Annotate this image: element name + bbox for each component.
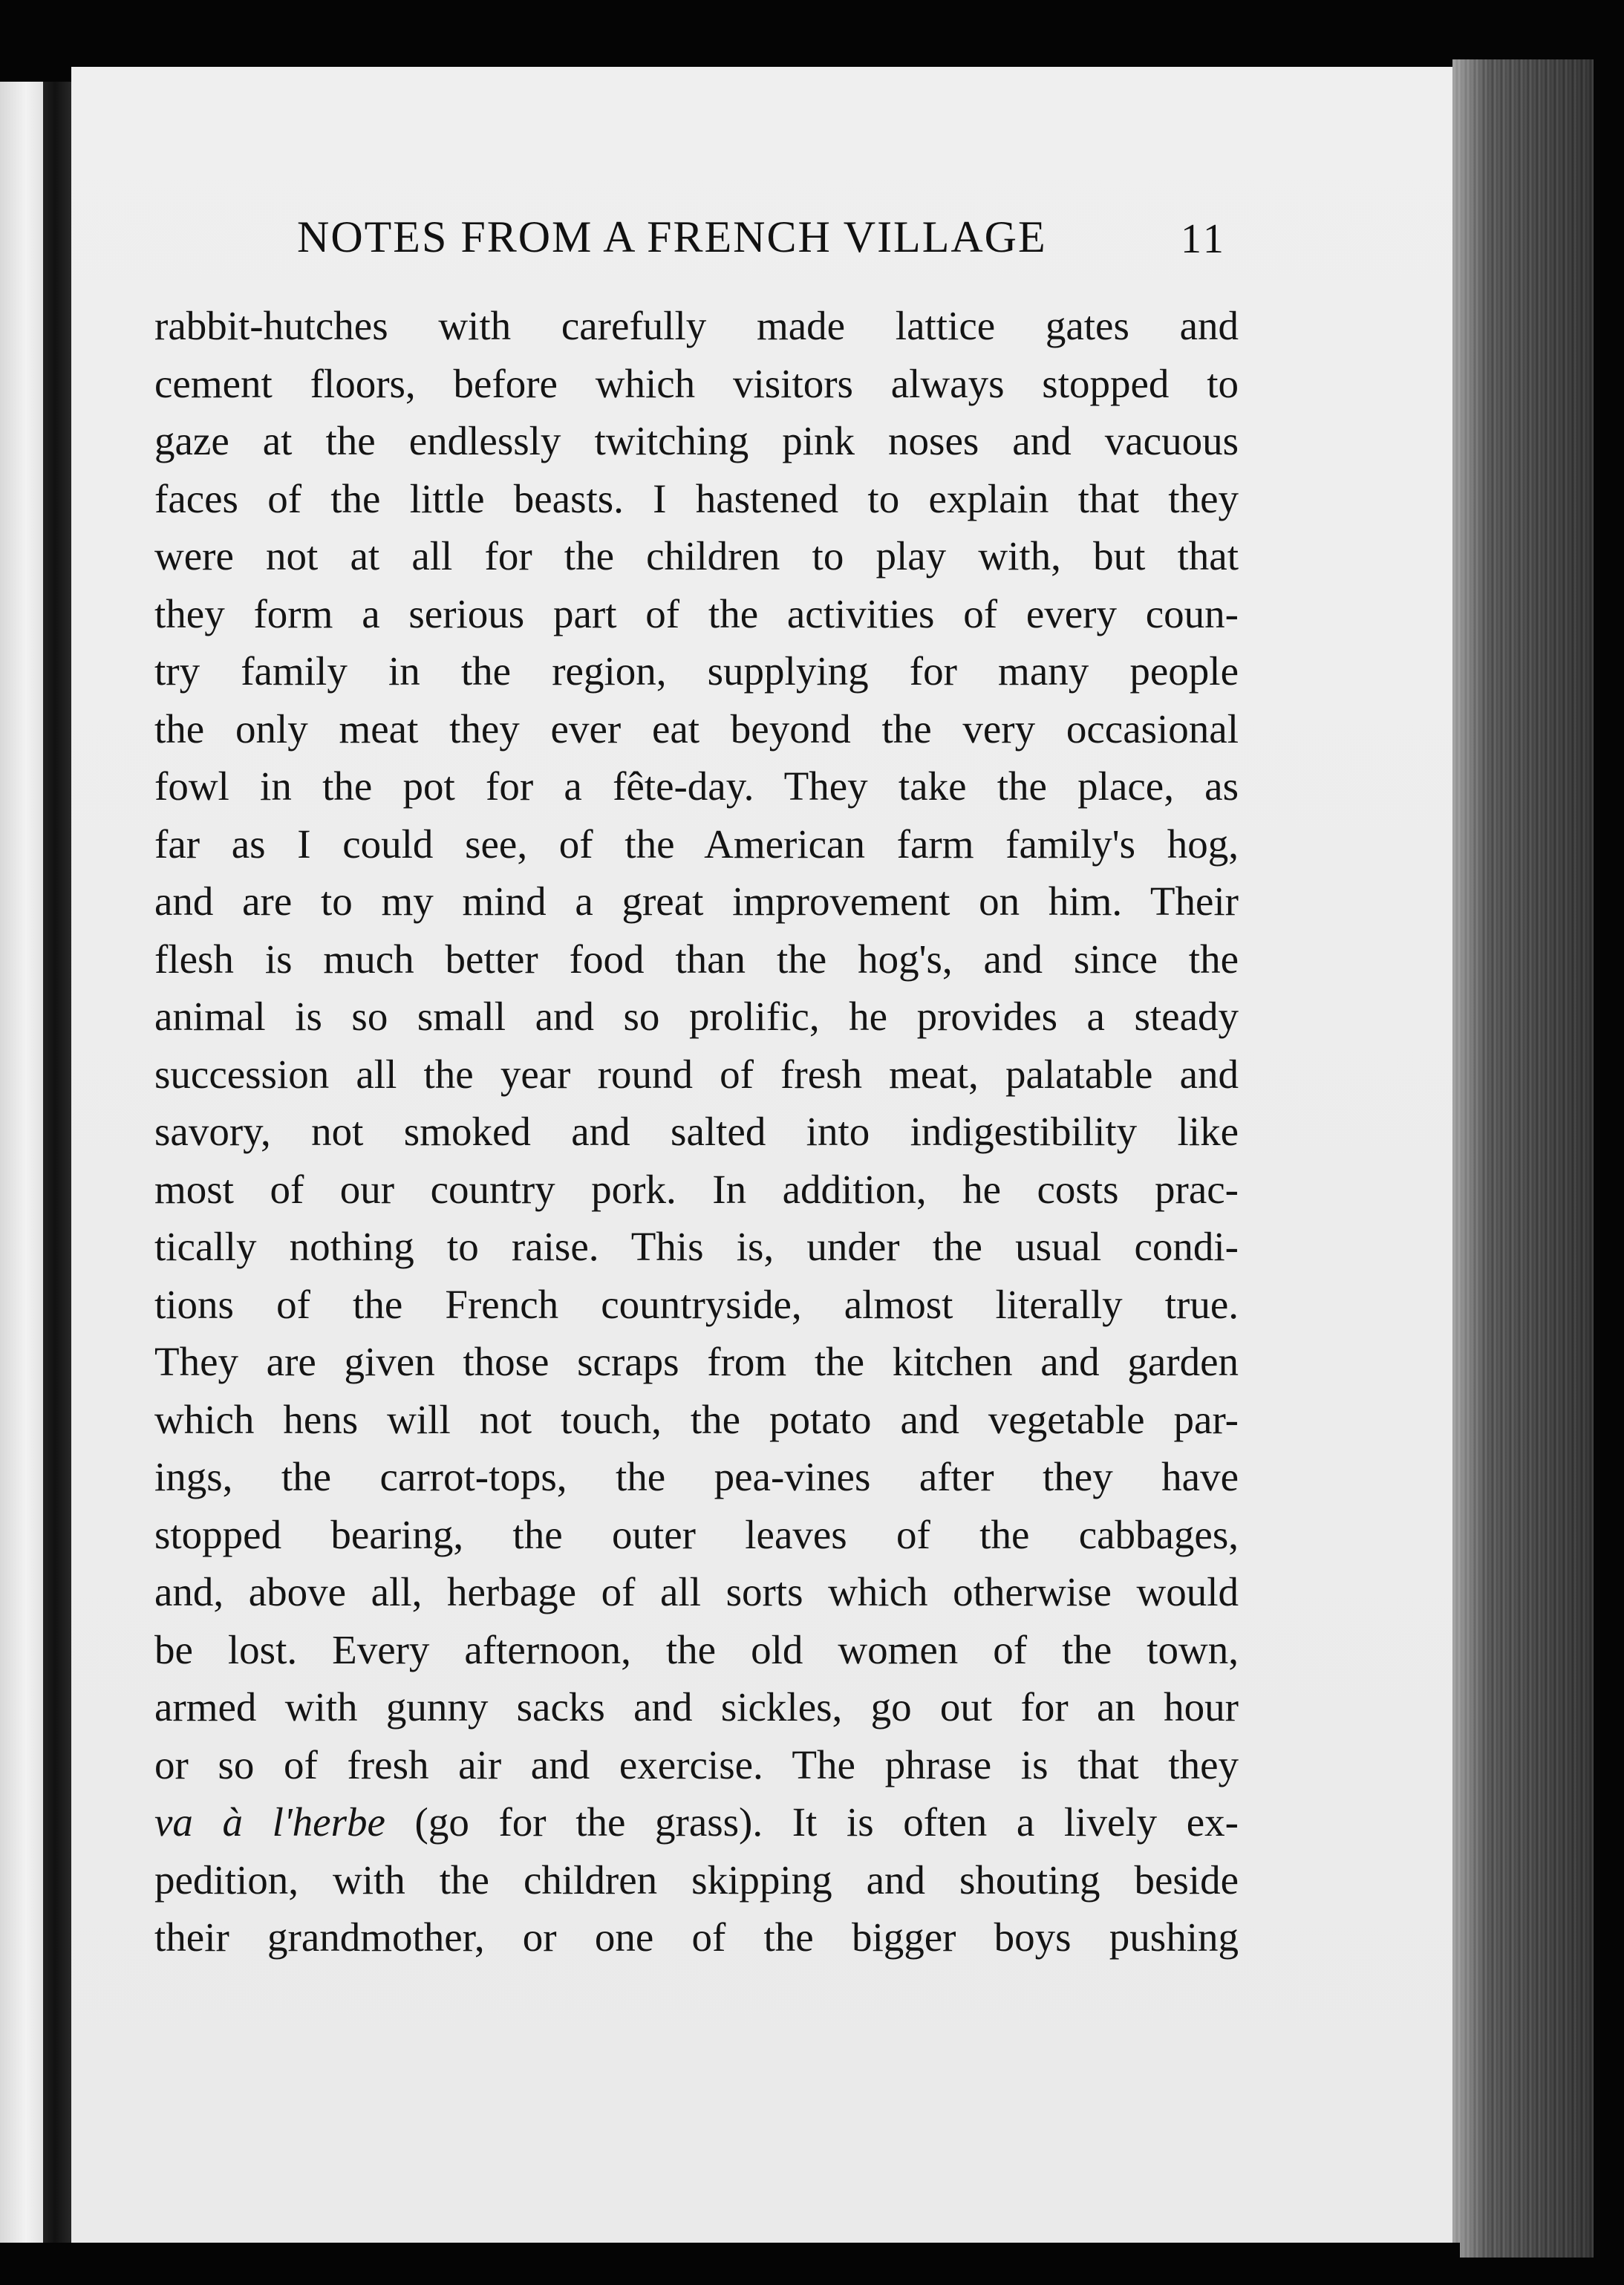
text-line: were not at all for the children to play with, but that	[154, 533, 1239, 578]
text-line: faces of the little beasts. I hastened to explain that they	[154, 475, 1239, 521]
text-line: cement floors, before which visitors always stopped to	[154, 360, 1239, 406]
book-gutter	[43, 82, 73, 2243]
text-line: flesh is much better food than the hog's, and since the	[154, 936, 1239, 982]
text-line: tions of the French countryside, almost literally true.	[154, 1281, 1239, 1327]
text-line: most of our country pork. In addition, he costs prac-	[154, 1166, 1239, 1212]
text-line: try family in the region, supplying for many people	[154, 648, 1239, 694]
text-line: savory, not smoked and salted into indigestibility like	[154, 1109, 1239, 1154]
text-line: succession all the year round of fresh meat, palatable and	[154, 1051, 1239, 1097]
body-text	[154, 297, 1239, 1966]
facing-page-edge	[0, 82, 43, 2243]
text-line: armed with gunny sacks and sickles, go out for an hour	[154, 1684, 1239, 1730]
text-line: tically nothing to raise. This is, under the usual condi-	[154, 1224, 1239, 1269]
italic-phrase: va à l'herbe	[154, 1799, 385, 1845]
text-line-last: their grandmother, or one of the bigger boys pushing	[154, 1914, 1239, 1960]
text-line: gaze at the endlessly twitching pink noses and vacuous	[154, 418, 1239, 463]
text-line: and are to my mind a great improvement on him. Their	[154, 879, 1239, 924]
text-line-italic-phrase: va à l'herbe (go for the grass). It is often a lively ex-	[154, 1799, 1239, 1845]
text-line: which hens will not touch, the potato and vegetable par-	[154, 1396, 1239, 1442]
text-line: or so of fresh air and exercise. The phrase is that they	[154, 1741, 1239, 1787]
text-line: the only meat they ever eat beyond the very occasional	[154, 705, 1239, 752]
text-line: far as I could see, of the American farm family's hog,	[154, 821, 1239, 867]
text-line: ings, the carrot-tops, the pea-vines after they have	[154, 1454, 1239, 1499]
text-line: and, above all, herbage of all sorts which otherwise would	[154, 1569, 1239, 1614]
text-line: pedition, with the children skipping and shouting beside	[154, 1857, 1239, 1903]
text-line: fowl in the pot for a fête-day. They take the place, as	[154, 763, 1239, 809]
text-line: they form a serious part of the activities of every coun-	[154, 590, 1239, 636]
page-number: 11	[1181, 216, 1227, 262]
text-line: They are given those scraps from the kitchen and garden	[154, 1339, 1239, 1384]
text-line: stopped bearing, the outer leaves of the cabbages,	[154, 1511, 1239, 1557]
running-head: NOTES FROM A FRENCH VILLAGE	[297, 212, 1047, 261]
text-line: animal is so small and so prolific, he provides a steady	[154, 994, 1239, 1039]
text-line: rabbit-hutches with carefully made lattice gates and	[154, 303, 1239, 348]
text-line: be lost. Every afternoon, the old women of the town,	[154, 1626, 1239, 1672]
